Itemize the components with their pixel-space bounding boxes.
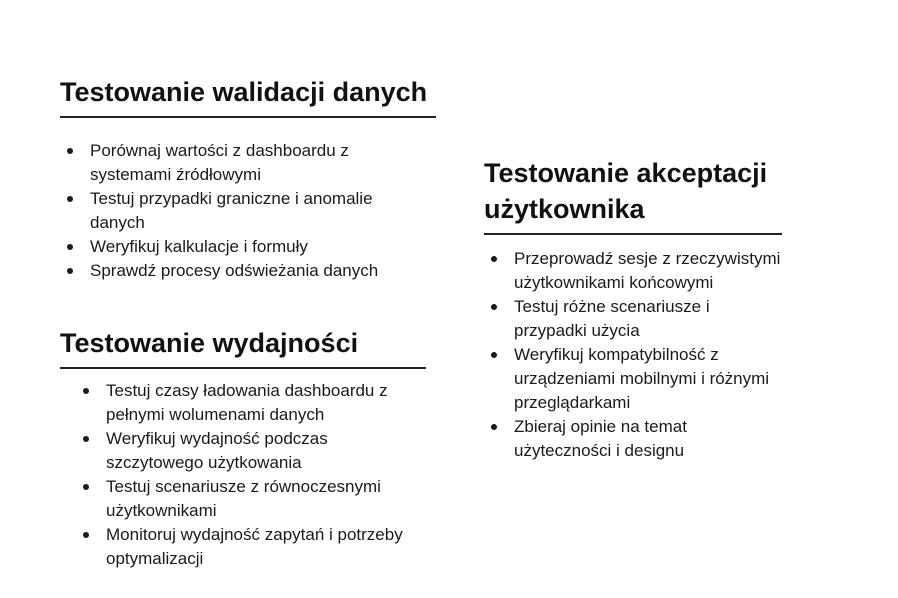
bullet-list-performance bbox=[76, 379, 421, 571]
list-item: Weryfikuj kalkulacje i formuły bbox=[60, 235, 400, 259]
list-item: Weryfikuj kompatybilność z urządzeniami mobilnymi i różnymi przeglądarkami bbox=[484, 343, 784, 415]
list-item: Testuj scenariusze z równoczesnymi użytkownikami bbox=[76, 475, 421, 523]
list-item: Weryfikuj wydajność podczas szczytowego użytkowania bbox=[76, 427, 421, 475]
section-title-user-acceptance: Testowanie akceptacji użytkownika bbox=[484, 155, 782, 235]
section-performance bbox=[60, 325, 426, 571]
list-item: Testuj przypadki graniczne i anomalie danych bbox=[60, 187, 400, 235]
list-item: Monitoruj wydajność zapytań i potrzeby optymalizacji bbox=[76, 523, 421, 571]
list-item: Sprawdź procesy odświeżania danych bbox=[60, 259, 400, 283]
list-item: Zbieraj opinie na temat użyteczności i designu bbox=[484, 415, 784, 463]
section-data-validation bbox=[60, 74, 436, 283]
bullet-list-user-acceptance bbox=[484, 247, 784, 463]
list-item: Porównaj wartości z dashboardu z systemami źródłowymi bbox=[60, 139, 400, 187]
list-item: Przeprowadź sesje z rzeczywistymi użytkownikami końcowymi bbox=[484, 247, 784, 295]
section-title-data-validation: Testowanie walidacji danych bbox=[60, 74, 436, 118]
list-item: Testuj różne scenariusze i przypadki użycia bbox=[484, 295, 784, 343]
list-item: Testuj czasy ładowania dashboardu z pełnymi wolumenami danych bbox=[76, 379, 421, 427]
section-title-performance: Testowanie wydajności bbox=[60, 325, 426, 369]
bullet-list-data-validation bbox=[60, 139, 400, 283]
section-user-acceptance bbox=[484, 155, 782, 463]
